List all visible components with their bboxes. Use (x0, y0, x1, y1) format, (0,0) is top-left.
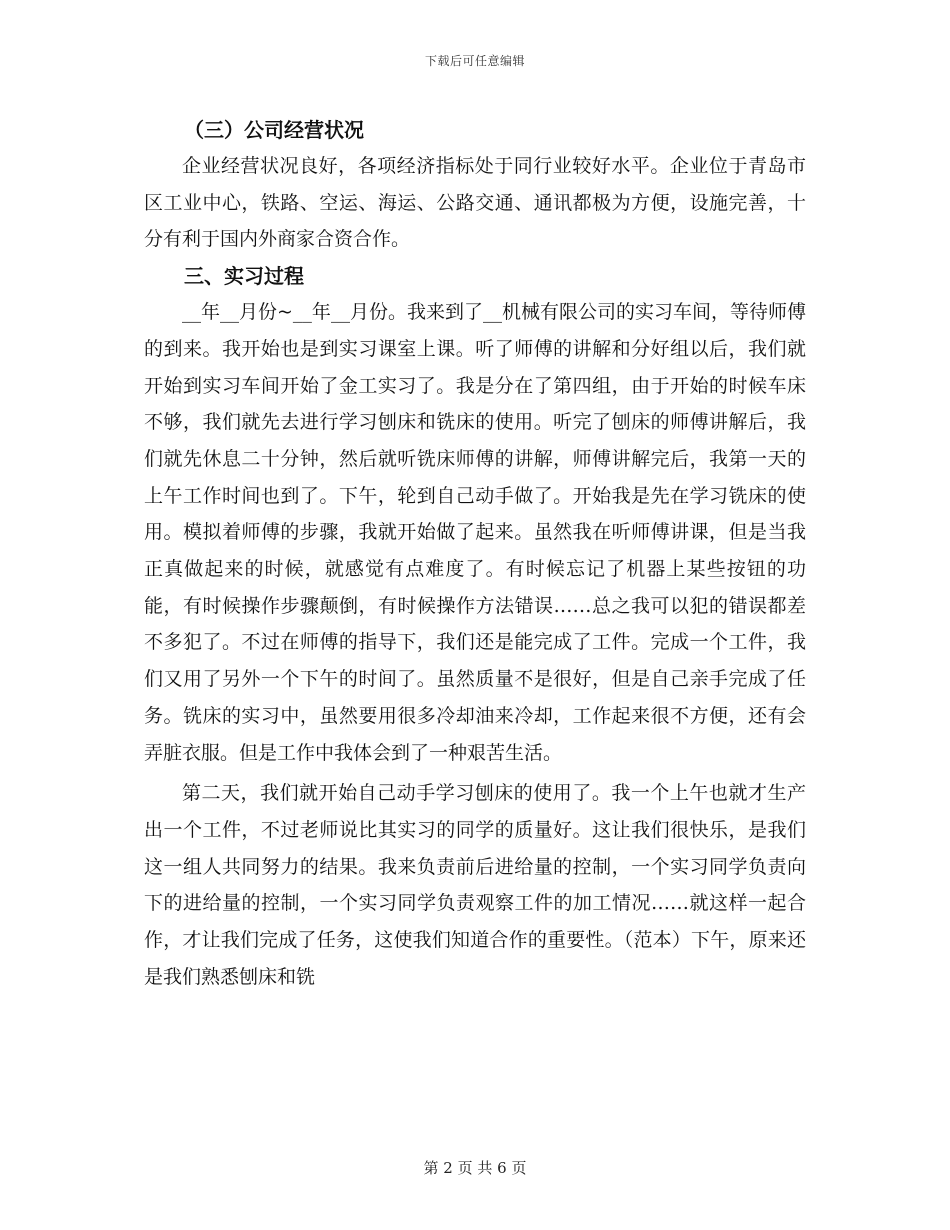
page-header: 下载后可任意编辑 (424, 54, 525, 68)
document-body (144, 112, 806, 995)
page-footer-page-number: 第 2 页 共 6 页 (423, 1159, 527, 1177)
section-heading-company-status: （三）公司经营状况 (184, 118, 364, 142)
section-heading-internship-process: 三、实习过程 (184, 264, 304, 289)
paragraph-internship-day-one: __年__月份~__年__月份。我来到了__机械有限公司的实习车间，等待师傅的到来。我开始也是到实习课室上课。听了师傅的讲解和分好组以后，我们就开始到实习车间开始了金工实习了。我是分在了第四组，由于开始的时候车床不够，我们就先去进行学习刨床和铣床的使用。听完了刨床的师傅讲解后，我们就先休息二十分钟，然后就听铣床师傅的讲解，师傅讲解完后，我第一天的上午工作时间也到了。下午，轮到自己动手做了。开始我是先在学习铣床的使用。模拟着师傅的步骤，我就开始做了起来。虽然我在听师傅讲课，但是当我正真做起来的时候，就感觉有点难度了。有时候忘记了机器上某些按钮的功能，有时候操作步骤颠倒，有时候操作方法错误……总之我可以犯的错误都差不多犯了。不过在师傅的指导下，我们还是能完成了工件。完成一个工件，我们又用了另外一个下午的时间了。虽然质量不是很好，但是自己亲手完成了任务。铣床的实习中，虽然要用很多冷却油来冷却，工作起来很不方便，还有会弄脏衣服。但是工作中我体会到了一种艰苦生活。 (144, 301, 806, 764)
paragraph-internship-day-two: 第二天，我们就开始自己动手学习刨床的使用了。我一个上午也就才生产出一个工件，不过老师说比其实习的同学的质量好。这让我们很快乐，是我们这一组人共同努力的结果。我来负责前后进给量的控制，一个实习同学负责向下的进给量的控制，一个实习同学负责观察工件的加工情况……就这样一起合作，才让我们完成了任务，这使我们知道合作的重要性。（范本）下午，原来还是我们熟悉刨床和铣 (144, 782, 806, 988)
paragraph-company-status: 企业经营状况良好，各项经济指标处于同行业较好水平。企业位于青岛市区工业中心，铁路、空运、海运、公路交通、通讯都极为方便，设施完善，十分有利于国内外商家合资合作。 (144, 155, 806, 251)
